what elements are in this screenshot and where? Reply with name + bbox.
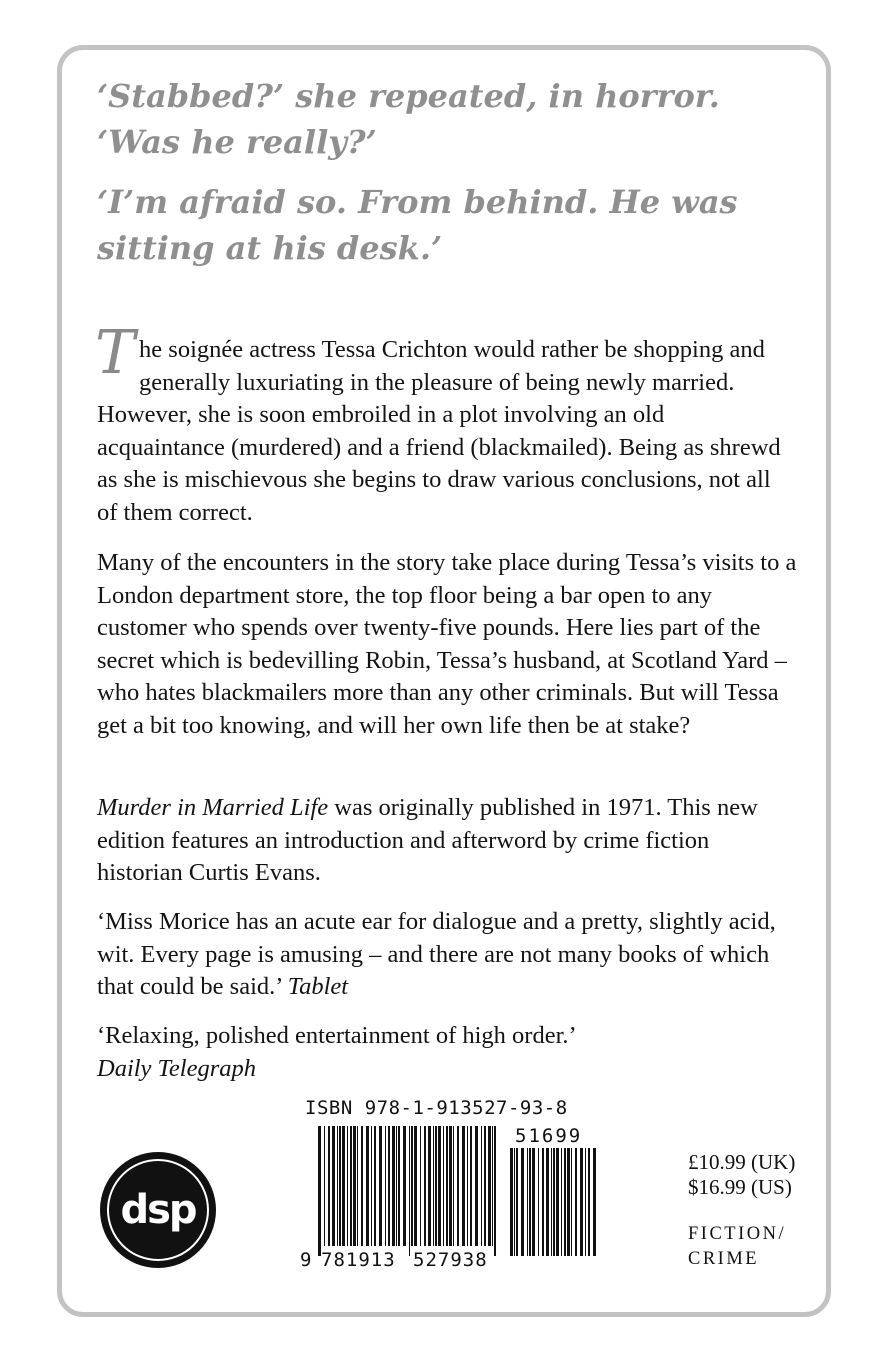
- barcode-bar: [435, 1126, 437, 1246]
- barcode-first-digit: 9: [300, 1249, 312, 1271]
- barcode-bar: [424, 1126, 426, 1246]
- barcode-bar: [347, 1126, 348, 1246]
- drop-cap: T: [95, 318, 136, 388]
- blurb-paragraph-1: [95, 318, 797, 529]
- review-telegraph-source: Daily Telegraph: [97, 1054, 257, 1082]
- blurb-paragraph-2: Many of the encounters in the story take place during Tessa’s visits to a London department store, the top floor being a bar open to any customer who spends over twenty-five pounds. Here lies part of the secret which is bedevilling Robin, Tessa’s husband, at Scotland Yard – who hates blackmailers more than any other criminals. But will Tessa get a bit too knowing, and will her own life then be at stake?: [97, 549, 797, 739]
- barcode-bar: [521, 1148, 524, 1256]
- barcode-bar: [538, 1148, 539, 1256]
- barcode-bar: [585, 1148, 586, 1256]
- barcode-bar: [449, 1126, 452, 1246]
- barcode-bar: [575, 1148, 577, 1256]
- barcode-bar: [443, 1126, 444, 1246]
- publisher-logo-text: dsp: [107, 1159, 209, 1261]
- barcode-bar: [371, 1126, 372, 1246]
- barcode-bar: [453, 1126, 454, 1246]
- barcode-bar: [446, 1126, 448, 1246]
- pull-quote-line-1: ‘Stabbed?’ she repeated, in horror.: [97, 77, 720, 115]
- barcode-bar: [328, 1126, 330, 1246]
- barcode-bar: [339, 1126, 341, 1246]
- barcode-bar: [414, 1126, 417, 1246]
- barcode-bar: [396, 1126, 397, 1246]
- barcode-bar: [462, 1126, 465, 1246]
- barcode-bar: [403, 1126, 406, 1246]
- barcode-bar: [409, 1126, 410, 1256]
- barcode-bar: [580, 1148, 583, 1256]
- barcode-bar: [561, 1148, 562, 1256]
- pull-quote-line-2: ‘Was he really?’: [97, 123, 377, 161]
- barcode-bar: [527, 1148, 528, 1256]
- barcode-bar: [366, 1126, 369, 1246]
- price-us: $16.99 (US): [688, 1175, 792, 1199]
- barcode-bar: [379, 1126, 382, 1246]
- review-tablet-text: ‘Miss Morice has an acute ear for dialogue and a pretty, slightly acid, wit. Every page is amusing – and there are not many books of which that could be said.’: [97, 908, 776, 1000]
- barcode-bar: [470, 1126, 472, 1246]
- barcode-bar: [385, 1126, 386, 1246]
- barcode-addon-digits: 51699: [515, 1125, 583, 1147]
- price-block: [688, 1150, 795, 1200]
- barcode-bar: [567, 1148, 570, 1256]
- review-telegraph-text: ‘Relaxing, polished entertainment of high order.’: [97, 1022, 577, 1049]
- barcode-bar: [492, 1126, 493, 1246]
- pull-quote-line-4: sitting at his desk.’: [97, 229, 443, 267]
- barcode-bar: [353, 1126, 356, 1246]
- blurb-paragraph-3-text: was originally published in 1971. This new edition features an introduction and afterword by crime fiction historian Curtis Evans.: [97, 794, 758, 886]
- barcode-bar: [433, 1126, 434, 1246]
- publisher-logo: [100, 1152, 216, 1268]
- barcode-bar: [342, 1126, 345, 1246]
- barcode-bar: [324, 1126, 325, 1246]
- addon-barcode-bars: [510, 1148, 596, 1256]
- barcode-bar: [556, 1148, 559, 1256]
- pull-quote-line-3: ‘I’m afraid so. From behind. He was: [97, 183, 738, 221]
- barcode-bar: [337, 1126, 338, 1246]
- barcode-bar: [529, 1148, 531, 1256]
- barcode-bar: [411, 1126, 413, 1246]
- isbn-barcode: [300, 1100, 600, 1272]
- barcode-bar: [388, 1126, 390, 1246]
- barcode-bar: [318, 1126, 321, 1256]
- blurb-paragraph-1-text: he soignée actress Tessa Crichton would rather be shopping and generally luxuriating in the pleasure of being newly married. However, she is soon embroiled in a plot involving an old acquaintance (murdered) and a friend (blackmailed). Being as shrewd as she is mischievous she begins to draw various conclusions, not all of them correct.: [97, 336, 781, 526]
- barcode-bar: [357, 1126, 358, 1246]
- review-telegraph: [97, 1020, 797, 1085]
- book-title: Murder in Married Life: [97, 794, 329, 821]
- barcode-bar: [361, 1126, 363, 1246]
- barcode-bar: [510, 1148, 513, 1256]
- barcode-bar: [438, 1126, 441, 1246]
- barcode-bar: [571, 1148, 572, 1256]
- review-tablet: [97, 906, 797, 1004]
- barcode-bar: [516, 1148, 518, 1256]
- barcode-bar: [398, 1126, 400, 1246]
- barcode-bar: [564, 1148, 566, 1256]
- barcode-bar: [420, 1126, 421, 1246]
- barcode-bar: [514, 1148, 515, 1256]
- barcode-bar: [484, 1126, 486, 1246]
- category-line-2: CRIME: [688, 1249, 760, 1269]
- barcode-bar: [475, 1126, 478, 1246]
- review-tablet-source: Tablet: [287, 973, 349, 1000]
- barcode-bar: [488, 1126, 491, 1246]
- barcode-bar: [332, 1126, 335, 1246]
- main-barcode-bars: [318, 1126, 496, 1256]
- barcode-bar: [546, 1148, 549, 1256]
- barcode-bar: [532, 1148, 535, 1256]
- barcode-bar: [553, 1148, 555, 1256]
- barcode-bar: [428, 1126, 431, 1246]
- barcode-bar: [551, 1148, 552, 1256]
- barcode-bar: [350, 1126, 352, 1246]
- barcode-left-digits: 781913: [321, 1249, 396, 1271]
- category-line-1: FICTION/: [688, 1224, 787, 1244]
- price-uk: £10.99 (UK): [688, 1150, 796, 1174]
- barcode-bar: [457, 1126, 459, 1246]
- isbn-label: ISBN 978-1-913527-93-8: [305, 1097, 568, 1119]
- category-block: [688, 1222, 786, 1272]
- barcode-right-digits: 527938: [413, 1249, 488, 1271]
- barcode-bar: [542, 1148, 544, 1256]
- barcode-bar: [481, 1126, 482, 1246]
- barcode-bar: [588, 1148, 590, 1256]
- blurb-paragraph-3: [97, 792, 797, 890]
- barcode-bar: [494, 1126, 496, 1256]
- barcode-bar: [392, 1126, 395, 1246]
- barcode-bar: [374, 1126, 376, 1246]
- barcode-bar: [593, 1148, 596, 1256]
- barcode-bar: [467, 1126, 468, 1246]
